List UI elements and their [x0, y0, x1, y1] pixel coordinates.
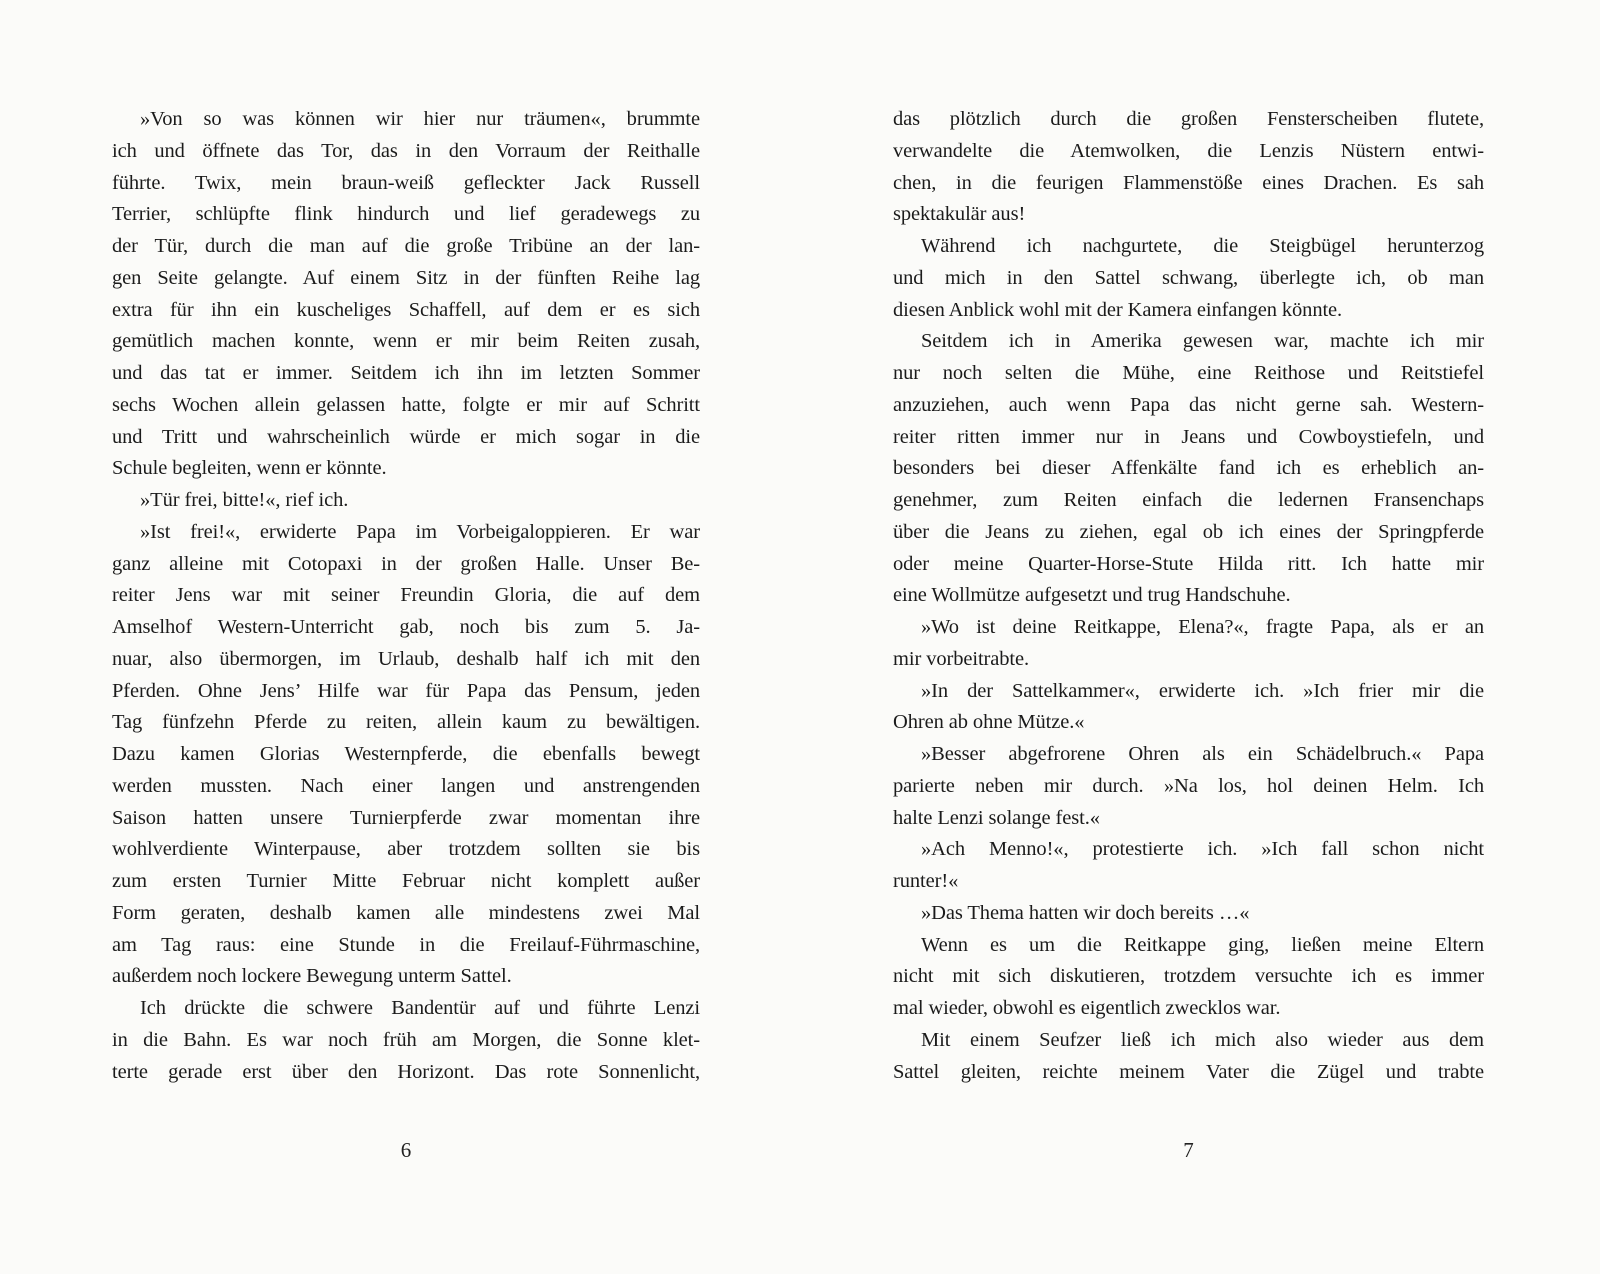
text-line: außerdem noch lockere Bewegung unterm Sattel.: [112, 965, 512, 988]
page-right-text-block: [893, 104, 1484, 1088]
text-line: am Tag raus: eine Stunde in die Freilauf-Führmaschine,: [112, 933, 700, 956]
text-line: Dazu kamen Glorias Westernpferde, die ebenfalls bewegt: [112, 743, 700, 765]
paragraph: [112, 104, 700, 485]
text-line: verwandelte die Atemwolken, die Lenzis Nüstern entwi-: [893, 139, 1484, 162]
text-line: besonders bei dieser Affenkälte fand ich es erheblich an-: [893, 457, 1484, 480]
text-line: und mich in den Sattel schwang, überlegte ich, ob man: [893, 266, 1484, 289]
text-line: Amselhof Western-Unterricht gab, noch bis zum 5. Ja-: [112, 616, 700, 638]
text-line: über die Jeans zu ziehen, egal ob ich eines der Springpferde: [893, 520, 1484, 543]
text-line: Saison hatten unsere Turnierpferde zwar momentan ihre: [112, 806, 700, 829]
text-line: das plötzlich durch die großen Fensterscheiben flutete,: [893, 108, 1484, 130]
text-line: Pferden. Ohne Jens’ Hilfe war für Papa das Pensum, jeden: [112, 679, 700, 702]
paragraph: [893, 834, 1484, 898]
text-line: anzuziehen, auch wenn Papa das nicht gerne sah. Western-: [893, 393, 1484, 416]
text-line: werden mussten. Nach einer langen und anstrengenden: [112, 774, 700, 797]
text-line: genehmer, zum Reiten einfach die ledernen Fransenchaps: [893, 489, 1484, 511]
text-line: sechs Wochen allein gelassen hatte, folgte er mir auf Schritt: [112, 393, 700, 416]
paragraph: [112, 517, 700, 993]
text-line: »In der Sattelkammer«, erwiderte ich. »Ich frier mir die: [921, 679, 1484, 702]
page-left-text-block: [112, 104, 700, 1088]
paragraph: [893, 326, 1484, 612]
page-right: [800, 0, 1600, 1274]
paragraph: [893, 104, 1484, 231]
text-line: Ich drückte die schwere Bandentür auf und führte Lenzi: [140, 997, 700, 1019]
text-line: wohlverdiente Winterpause, aber trotzdem sollten sie bis: [112, 838, 700, 861]
text-line: und das tat er immer. Seitdem ich ihn im letzten Sommer: [112, 362, 700, 384]
paragraph: [893, 930, 1484, 1025]
text-line: Während ich nachgurtete, die Steigbügel herunterzog: [921, 235, 1484, 257]
text-line: zum ersten Turnier Mitte Februar nicht komplett außer: [112, 870, 700, 892]
text-line: parierte neben mir durch. »Na los, hol deinen Helm. Ich: [893, 774, 1484, 797]
paragraph: [893, 676, 1484, 740]
text-line: oder meine Quarter-Horse-Stute Hilda ritt. Ich hatte mir: [893, 552, 1484, 575]
text-line: extra für ihn ein kuscheliges Schaffell, auf dem er es sich: [112, 298, 700, 321]
text-line: reiter Jens war mit seiner Freundin Gloria, die auf dem: [112, 584, 700, 607]
text-line: eine Wollmütze aufgesetzt und trug Handschuhe.: [893, 584, 1291, 607]
text-line: und Tritt und wahrscheinlich würde er mich sogar in die: [112, 425, 700, 448]
paragraph: [893, 612, 1484, 676]
text-line: diesen Anblick wohl mit der Kamera einfangen könnte.: [893, 298, 1343, 321]
text-line: spektakulär aus!: [893, 203, 1026, 226]
text-line: »Ach Menno!«, protestierte ich. »Ich fall schon nicht: [921, 838, 1484, 861]
paragraph: [112, 485, 700, 517]
text-line: in die Bahn. Es war noch früh am Morgen, die Sonne klet-: [112, 1028, 700, 1051]
text-line: chen, in die feurigen Flammenstöße eines Drachen. Es sah: [893, 171, 1484, 194]
text-line: halte Lenzi solange fest.«: [893, 806, 1100, 829]
text-line: ganz alleine mit Cotopaxi in der großen Halle. Unser Be-: [112, 552, 700, 575]
text-line: Terrier, schlüpfte flink hindurch und lief geradewegs zu: [112, 203, 700, 226]
page-number-right: 7: [1183, 1138, 1194, 1162]
text-line: runter!«: [893, 870, 959, 892]
paragraph: [893, 898, 1484, 930]
text-line: Form geraten, deshalb kamen alle mindestens zwei Mal: [112, 901, 700, 924]
paragraph: [893, 231, 1484, 326]
text-line: »Das Thema hatten wir doch bereits …«: [921, 901, 1250, 924]
text-line: führte. Twix, mein braun-weiß gefleckter Jack Russell: [112, 171, 700, 194]
paragraph: [893, 739, 1484, 834]
text-line: der Tür, durch die man auf die große Tribüne an der lan-: [112, 235, 700, 257]
text-line: nuar, also übermorgen, im Urlaub, deshalb half ich mit den: [112, 647, 700, 670]
text-line: »Von so was können wir hier nur träumen«, brummte: [140, 108, 700, 130]
paragraph: [893, 1025, 1484, 1089]
text-line: Schule begleiten, wenn er könnte.: [112, 457, 387, 480]
text-line: »Ist frei!«, erwiderte Papa im Vorbeigaloppieren. Er war: [140, 520, 700, 543]
text-line: mir vorbeitrabte.: [893, 647, 1030, 670]
text-line: Mit einem Seufzer ließ ich mich also wieder aus dem: [921, 1028, 1484, 1051]
text-line: mal wieder, obwohl es eigentlich zwecklos war.: [893, 997, 1281, 1019]
text-line: nur noch selten die Mühe, eine Reithose und Reitstiefel: [893, 362, 1484, 384]
text-line: Seitdem ich in Amerika gewesen war, machte ich mir: [921, 330, 1484, 353]
text-line: Sattel gleiten, reichte meinem Vater die Zügel und trabte: [893, 1060, 1484, 1083]
text-line: reiter ritten immer nur in Jeans und Cowboystiefeln, und: [893, 425, 1484, 448]
text-line: Wenn es um die Reitkappe ging, ließen meine Eltern: [921, 933, 1484, 956]
paragraph: [112, 993, 700, 1088]
text-line: Tag fünfzehn Pferde zu reiten, allein kaum zu bewältigen.: [112, 711, 700, 734]
text-line: gemütlich machen konnte, wenn er mir beim Reiten zusah,: [112, 330, 700, 353]
text-line: »Wo ist deine Reitkappe, Elena?«, fragte Papa, als er an: [921, 616, 1484, 638]
text-line: gen Seite gelangte. Auf einem Sitz in der fünften Reihe lag: [112, 266, 700, 289]
text-line: terte gerade erst über den Horizont. Das rote Sonnenlicht,: [112, 1060, 700, 1083]
text-line: »Besser abgefrorene Ohren als ein Schädelbruch.« Papa: [921, 743, 1484, 765]
page-number-left: 6: [400, 1138, 412, 1162]
text-line: nicht mit sich diskutieren, trotzdem versuchte ich es immer: [893, 965, 1484, 988]
text-line: ich und öffnete das Tor, das in den Vorraum der Reithalle: [112, 139, 700, 162]
text-line: »Tür frei, bitte!«, rief ich.: [140, 489, 349, 511]
text-line: Ohren ab ohne Mütze.«: [893, 711, 1085, 734]
